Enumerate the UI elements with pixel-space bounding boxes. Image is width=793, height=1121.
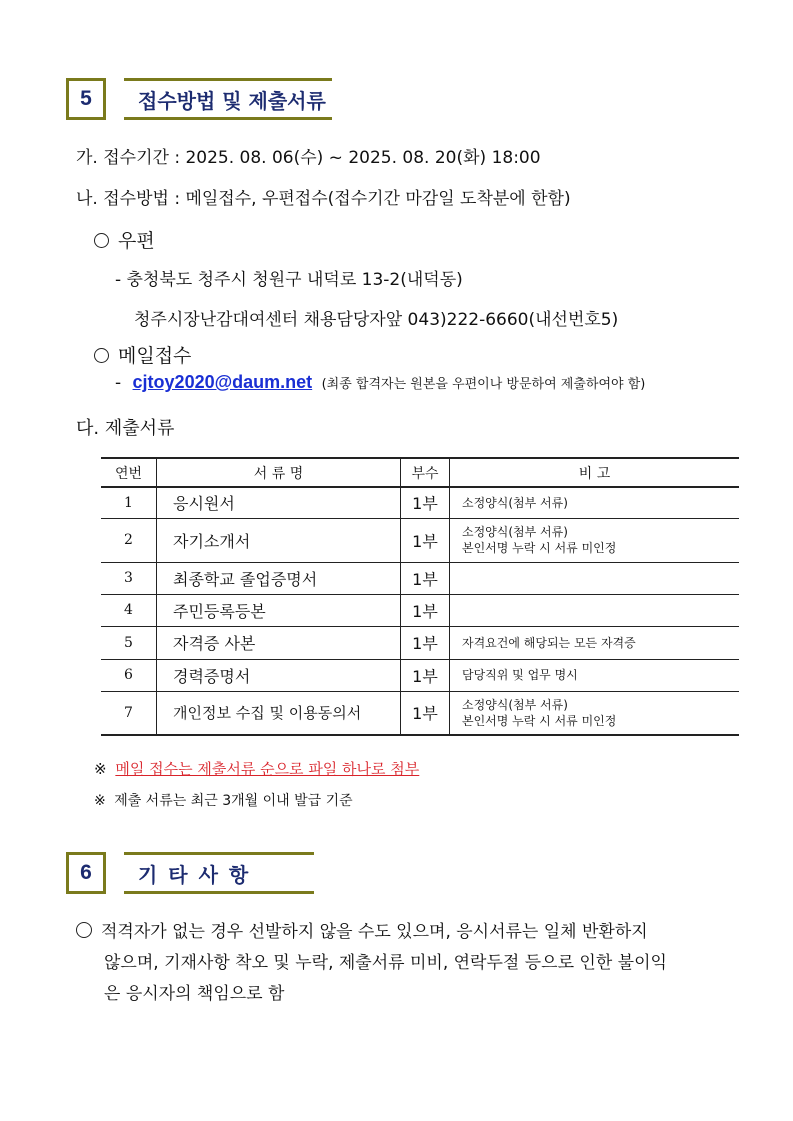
email-attachment-note: 메일 접수는 제출서류 순으로 파일 하나로 첨부 [115, 760, 420, 778]
etc-line: 않으며, 기재사항 착오 및 누락, 제출서류 미비, 연락두절 등으로 인한 불이익 [104, 953, 667, 973]
application-method: 나. 접수방법 : 메일접수, 우편접수(접수기간 마감일 도착분에 한함) [76, 189, 571, 209]
row-copies: 1부 [401, 518, 450, 562]
table-row [101, 562, 739, 594]
section-title: 접수방법 및 제출서류 [124, 78, 332, 120]
application-period: 가. 접수기간 : 2025. 08. 06(수) ~ 2025. 08. 20(화) 18:00 [76, 148, 541, 168]
header-remark: 비 고 [450, 458, 740, 487]
post-option [94, 226, 155, 253]
note-line [94, 790, 353, 810]
note-mark: ※ [94, 793, 106, 809]
row-name: 경력증명서 [157, 659, 401, 691]
remark-line: 본인서명 누락 시 서류 미인정 [462, 541, 617, 555]
row-remark [450, 487, 740, 518]
remark-line: 본인서명 누락 시 서류 미인정 [462, 713, 617, 728]
row-copies: 1부 [401, 691, 450, 735]
row-remark [450, 691, 740, 735]
circle-bullet-icon [94, 233, 109, 248]
row-copies: 1부 [401, 659, 450, 691]
row-no: 5 [101, 626, 157, 659]
row-name: 자기소개서 [157, 518, 401, 562]
email-option [94, 341, 191, 368]
row-name: 응시원서 [157, 487, 401, 518]
issue-date-note: 제출 서류는 최근 3개월 이내 발급 기준 [114, 793, 353, 809]
remark-line: 소정양식(첨부 서류) [462, 495, 568, 510]
remark-line: 자격요건에 해당되는 모든 자격증 [462, 635, 636, 650]
row-name: 주민등록등본 [157, 594, 401, 626]
etc-line [76, 917, 756, 948]
row-no: 6 [101, 659, 157, 691]
circle-bullet-icon [76, 922, 92, 938]
row-copies: 1부 [401, 562, 450, 594]
email-line [115, 372, 645, 393]
note-red-line [94, 758, 419, 779]
email-note: (최종 합격자는 원본을 우편이나 방문하여 제출하여야 함) [321, 377, 646, 392]
remark-line: 담당직위 및 업무 명시 [462, 668, 578, 682]
section-6-header [66, 852, 314, 894]
row-remark [450, 518, 740, 562]
header-name: 서 류 명 [157, 458, 401, 487]
remark-line: 소정양식(첨부 서류) [462, 697, 568, 712]
note-mark: ※ [94, 760, 107, 778]
row-no: 1 [101, 487, 157, 518]
row-no: 3 [101, 562, 157, 594]
documents-table [101, 457, 739, 736]
table-row [101, 487, 739, 518]
circle-bullet-icon [94, 348, 109, 363]
email-link[interactable]: cjtoy2020@daum.net [132, 372, 313, 392]
table-header-row [101, 458, 739, 487]
row-remark [450, 562, 740, 594]
header-copies: 부수 [401, 458, 450, 487]
post-label: 우편 [118, 230, 155, 252]
post-recipient: 청주시장난감대여센터 채용담당자앞 043)222-6660(내선번호5) [134, 310, 619, 330]
row-remark [450, 659, 740, 691]
row-no: 4 [101, 594, 157, 626]
row-copies: 1부 [401, 626, 450, 659]
row-name: 최종학교 졸업증명서 [157, 562, 401, 594]
section-number: 5 [66, 78, 106, 120]
email-dash: - [115, 373, 122, 393]
documents-heading: 다. 제출서류 [76, 418, 175, 439]
section-5-header [66, 78, 332, 120]
remark-line: 소정양식(첨부 서류) [462, 525, 568, 539]
row-copies: 1부 [401, 594, 450, 626]
etc-paragraph [76, 917, 756, 1010]
email-label: 메일접수 [118, 345, 192, 367]
row-no: 2 [101, 518, 157, 562]
row-remark [450, 626, 740, 659]
etc-text: 적격자가 없는 경우 선발하지 않을 수도 있으며, 응시서류는 일체 반환하지 [101, 922, 648, 942]
table-row [101, 518, 739, 562]
etc-line: 은 응시자의 책임으로 함 [104, 984, 285, 1004]
row-no: 7 [101, 691, 157, 735]
row-copies: 1부 [401, 487, 450, 518]
table-row [101, 626, 739, 659]
header-no: 연번 [101, 458, 157, 487]
section-title: 기 타 사 항 [124, 852, 314, 894]
row-name: 자격증 사본 [157, 626, 401, 659]
table-row [101, 659, 739, 691]
section-number: 6 [66, 852, 106, 894]
row-name: 개인정보 수집 및 이용동의서 [157, 691, 401, 735]
row-remark [450, 594, 740, 626]
post-address: - 충청북도 청주시 청원구 내덕로 13-2(내덕동) [115, 270, 463, 290]
table-row [101, 691, 739, 735]
table-row [101, 594, 739, 626]
